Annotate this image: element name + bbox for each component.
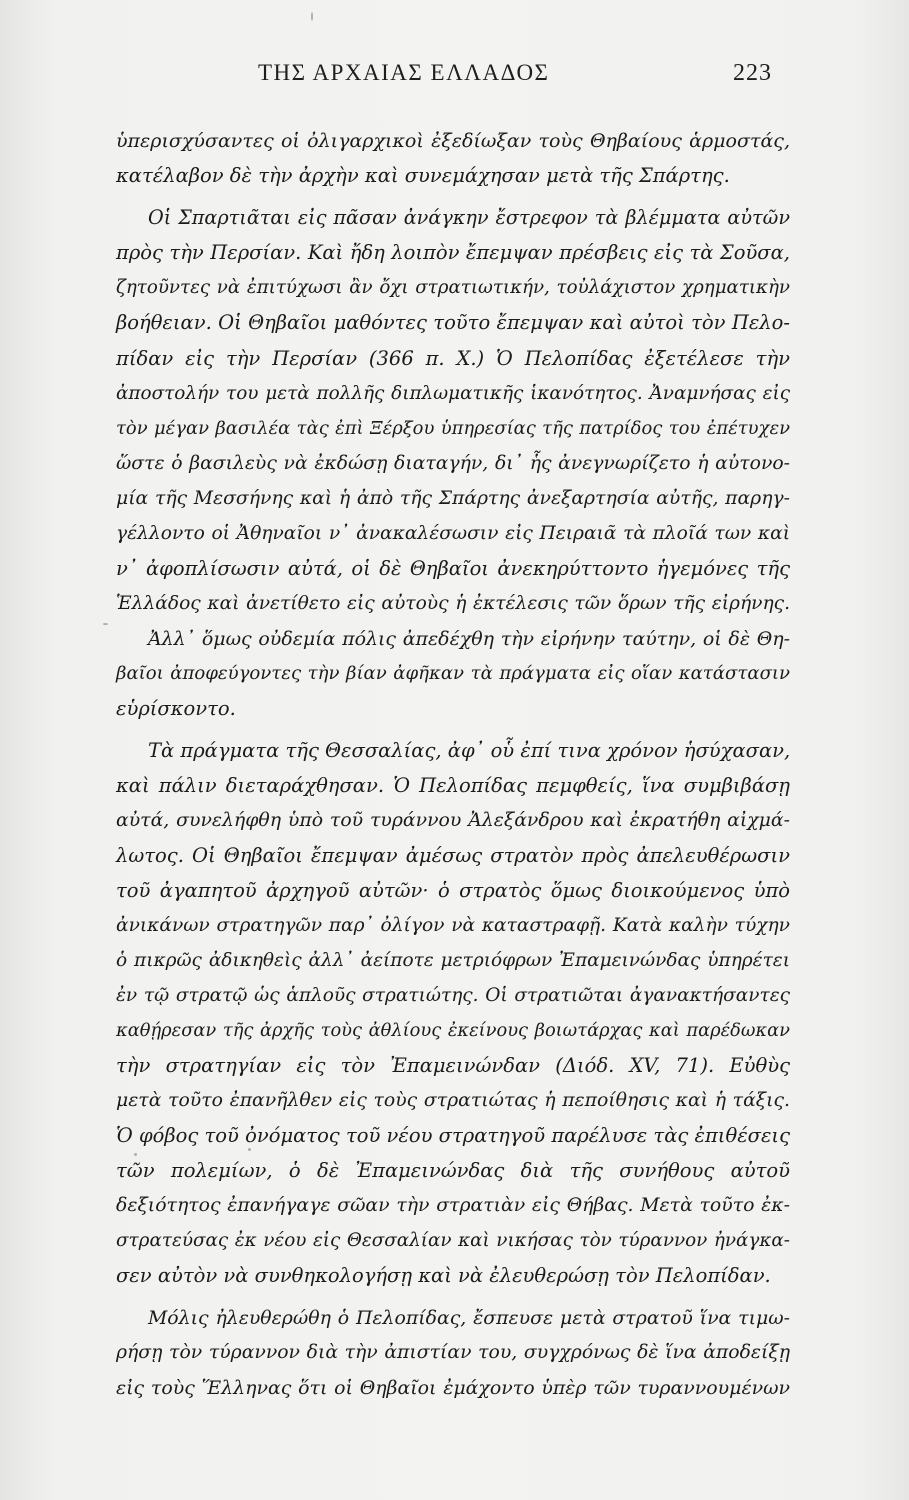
paper-speck <box>248 1148 251 1151</box>
text-line: καθῄρεσαν τῆς ἀρχῆς τοὺς ἀθλίους ἐκείνους βοιωτάρχας καὶ παρέδωκαν <box>116 1020 790 1041</box>
text-line: γέλλοντο οἱ Ἀθηναῖοι ν᾽ ἀνακαλέσωσιν εἰς Πειραιᾶ τὰ πλοῖά των καὶ <box>116 523 790 544</box>
text-line: ὁ πικρῶς ἀδικηθεὶς ἀλλ᾽ ἀείποτε μετριόφρων Ἐπαμεινώνδας ὑπηρέτει <box>116 950 790 971</box>
text-line: Ὁ φόβος τοῦ ὀνόματος τοῦ νέου στρατηγοῦ παρέλυσε τὰς ἐπιθέσεις <box>116 1124 790 1147</box>
text-line: βοήθειαν. Οἱ Θηβαῖοι μαθόντες τοῦτο ἔπεμψαν καὶ αὐτοὶ τὸν Πελο- <box>116 311 790 334</box>
running-header <box>0 60 909 90</box>
text-line: Ἀλλ᾽ ὅμως οὐδεμία πόλις ἀπεδέχθη τὴν εἰρήνην ταύτην, οἱ δὲ Θη- <box>148 628 790 650</box>
text-line: τὴν στρατηγίαν εἰς τὸν Ἐπαμεινώνδαν (Διόδ. XV, 71). Εὐθὺς <box>116 1054 790 1077</box>
text-line: μία τῆς Μεσσήνης καὶ ἡ ἀπὸ τῆς Σπάρτης ἀνεξαρτησία αὐτῆς, παρηγ- <box>116 488 790 509</box>
text-line: ν᾽ ἀφοπλίσωσιν αὐτά, οἱ δὲ Θηβαῖοι ἀνεκηρύττοντο ἡγεμόνες τῆς <box>116 557 790 580</box>
text-line: ὑπερισχύσαντες οἱ ὀλιγαρχικοὶ ἐξεδίωξαν τοὺς Θηβαίους ἁρμοστάς, <box>116 130 790 152</box>
paper-speck <box>311 12 313 21</box>
text-line: ζητοῦντες νὰ ἐπιτύχωσι ἂν ὄχι στρατιωτικήν, τοὐλάχιστον χρηματικὴν <box>116 277 790 298</box>
text-line: στρατεύσας ἐκ νέου εἰς Θεσσαλίαν καὶ νικήσας τὸν τύραννον ἠνάγκα- <box>116 1230 790 1251</box>
text-line: λωτος. Οἱ Θηβαῖοι ἔπεμψαν ἀμέσως στρατὸν πρὸς ἀπελευθέρωσιν <box>116 844 790 867</box>
text-line: ἀποστολήν του μετὰ πολλῆς διπλωματικῆς ἱκανότητος. Ἀναμνήσας εἰς <box>116 383 790 404</box>
text-line: Μόλις ἠλευθερώθη ὁ Πελοπίδας, ἔσπευσε μετὰ στρατοῦ ἵνα τιμω- <box>148 1307 790 1329</box>
text-line: μετὰ τοῦτο ἐπανῆλθεν εἰς τοὺς στρατιώτας ἡ πεποίθησις καὶ ἡ τάξις. <box>116 1090 790 1111</box>
text-line: Ἑλλάδος καὶ ἀνετίθετο εἰς αὐτοὺς ἡ ἐκτέλεσις τῶν ὅρων τῆς εἰρήνης. <box>116 593 790 614</box>
text-line: σεν αὐτὸν νὰ συνθηκολογήσῃ καὶ νὰ ἐλευθερώσῃ τὸν Πελοπίδαν. <box>116 1264 771 1287</box>
paper-speck <box>103 623 108 625</box>
text-line: Οἱ Σπαρτιᾶται εἰς πᾶσαν ἀνάγκην ἔστρεφον τὰ βλέμματα αὐτῶν <box>148 206 790 229</box>
text-line: ρήσῃ τὸν τύραννον διὰ τὴν ἀπιστίαν του, συγχρόνως δὲ ἵνα ἀποδείξῃ <box>116 1342 790 1363</box>
text-line: κατέλαβον δὲ τὴν ἀρχὴν καὶ συνεμάχησαν μετὰ τῆς Σπάρτης. <box>116 164 730 187</box>
page-number: 223 <box>733 60 772 86</box>
paper-speck <box>134 1153 137 1156</box>
text-line: Τὰ πράγματα τῆς Θεσσαλίας, ἀφ᾽ οὗ ἐπί τινα χρόνον ἡσύχασαν, <box>148 739 791 762</box>
running-title: ΤΗΣ ΑΡΧΑΙΑΣ ΕΛΛΑΔΟΣ <box>258 60 550 85</box>
text-line: ἀνικάνων στρατηγῶν παρ᾽ ὀλίγον νὰ καταστραφῇ. Κατὰ καλὴν τύχην <box>116 915 790 936</box>
text-line: τῶν πολεμίων, ὁ δὲ Ἐπαμεινώνδας διὰ τῆς συνήθους αὐτοῦ <box>116 1159 790 1182</box>
text-line: βαῖοι ἀποφεύγοντες τὴν βίαν ἀφῆκαν τὰ πράγματα εἰς οἵαν κατάστασιν <box>116 663 790 684</box>
text-line: εἰς τοὺς Ἕλληνας ὅτι οἱ Θηβαῖοι ἐμάχοντο ὑπὲρ τῶν τυραννουμένων <box>116 1377 790 1399</box>
text-line: εὑρίσκοντο. <box>116 697 236 720</box>
text-line: πρὸς τὴν Περσίαν. Καὶ ἤδη λοιπὸν ἔπεμψαν πρέσβεις εἰς τὰ Σοῦσα, <box>116 241 790 264</box>
text-line: ἐν τῷ στρατῷ ὡς ἁπλοῦς στρατιώτης. Οἱ στρατιῶται ἀγανακτήσαντες <box>116 985 790 1006</box>
text-line: πίδαν εἰς τὴν Περσίαν (366 π. Χ.) Ὁ Πελοπίδας ἐξετέλεσε τὴν <box>116 347 790 370</box>
text-line: τὸν μέγαν βασιλέα τὰς ἐπὶ Ξέρξου ὑπηρεσίας τῆς πατρίδος του ἐπέτυχεν <box>116 418 790 439</box>
text-line: δεξιότητος ἐπανήγαγε σῶαν τὴν στρατιὰν εἰς Θήβας. Μετὰ τοῦτο ἐκ- <box>116 1195 790 1216</box>
text-line: αὐτά, συνελήφθη ὑπὸ τοῦ τυράννου Ἀλεξάνδρου καὶ ἐκρατήθη αἰχμά- <box>116 810 790 831</box>
text-line: τοῦ ἀγαπητοῦ ἀρχηγοῦ αὐτῶν· ὁ στρατὸς ὅμως διοικούμενος ὑπὸ <box>116 879 790 902</box>
text-line: καὶ πάλιν διεταράχθησαν. Ὁ Πελοπίδας πεμφθείς, ἵνα συμβιβάσῃ <box>116 774 790 797</box>
text-line: ὥστε ὁ βασιλεὺς νὰ ἐκδώσῃ διαταγήν, δι᾽ ἧς ἀνεγνωρίζετο ἡ αὐτονο- <box>116 453 790 474</box>
